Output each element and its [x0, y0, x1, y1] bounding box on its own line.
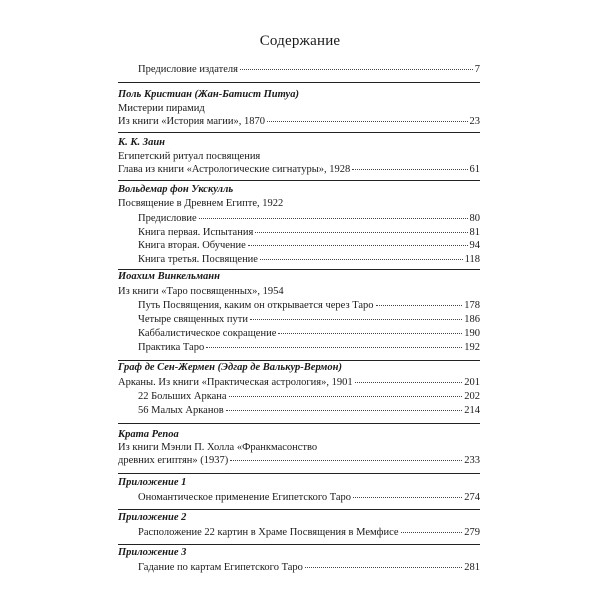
leader-dots — [355, 382, 463, 383]
leader-dots — [230, 460, 462, 461]
entry-label: Предисловие — [138, 213, 197, 224]
entry-label: Практика Таро — [138, 342, 205, 353]
toc-entry — [138, 492, 480, 503]
entry-page: 23 — [469, 116, 480, 127]
section-divider — [118, 82, 480, 83]
toc-entry — [118, 377, 480, 388]
leader-dots — [352, 169, 467, 170]
toc-entry — [138, 342, 480, 353]
toc-entry — [138, 391, 480, 402]
entry-page: 94 — [469, 240, 480, 251]
toc-entry — [138, 227, 480, 238]
entry-page: 178 — [464, 300, 480, 311]
leader-dots — [206, 347, 462, 348]
section-divider — [118, 132, 480, 133]
appendix-heading: Приложение 2 — [118, 512, 187, 523]
toc-entry — [138, 405, 480, 416]
section-author: Граф де Сен-Жермен (Эдгар де Валькур-Вермон) — [118, 362, 342, 373]
entry-label: Арканы. Из книги «Практическая астрология», 1901 — [118, 377, 353, 388]
entry-label: Книга вторая. Обучение — [138, 240, 246, 251]
leader-dots — [278, 333, 462, 334]
entry-label: Ономантическое применение Египетского Таро — [138, 492, 352, 503]
toc-entry — [138, 562, 480, 573]
leader-dots — [305, 567, 462, 568]
entry-label: 56 Малых Арканов — [138, 405, 224, 416]
work-title: Посвящение в Древнем Египте, 1922 — [118, 198, 284, 209]
entry-label: древних египтян» (1937) — [118, 455, 229, 466]
toc-entry — [138, 254, 480, 265]
entry-label: Расположение 22 картин в Храме Посвящения в Мемфисе — [138, 527, 399, 538]
entry-label: Предисловие издателя — [138, 64, 238, 75]
leader-dots — [240, 69, 473, 70]
leader-dots — [255, 232, 467, 233]
entry-page: 202 — [464, 391, 480, 402]
leader-dots — [401, 532, 463, 533]
section-divider — [118, 269, 480, 270]
toc-entry — [138, 213, 480, 224]
section-divider — [118, 423, 480, 424]
section-author: Крата Репоа — [118, 429, 179, 440]
entry-page: 281 — [464, 562, 480, 573]
leader-dots — [250, 319, 462, 320]
section-author: Поль Кристиан (Жан-Батист Питуа) — [118, 89, 299, 100]
entry-label: Гадание по картам Египетского Таро — [138, 562, 303, 573]
entry-page: 81 — [469, 227, 480, 238]
leader-dots — [229, 396, 463, 397]
entry-label: Каббалистическое сокращение — [138, 328, 277, 339]
entry-page: 61 — [469, 164, 480, 175]
toc-entry — [138, 300, 480, 311]
section-author: Вольдемар фон Укскулль — [118, 184, 234, 195]
leader-dots — [260, 259, 463, 260]
toc-entry — [138, 328, 480, 339]
toc-entry — [118, 116, 480, 127]
entry-label: Путь Посвящения, каким он открывается через Таро — [138, 300, 374, 311]
entry-label: Глава из книги «Астрологические сигнатуры», 1928 — [118, 164, 351, 175]
toc-entry — [138, 314, 480, 325]
appendix-heading: Приложение 3 — [118, 547, 187, 558]
entry-label: Книга третья. Посвящение — [138, 254, 258, 265]
toc-entry — [138, 527, 480, 538]
section-divider — [118, 360, 480, 361]
section-divider — [118, 180, 480, 181]
leader-dots — [199, 218, 468, 219]
entry-label: Четыре священных пути — [138, 314, 248, 325]
work-title: Из книги «Таро посвященных», 1954 — [118, 286, 284, 297]
entry-page: 214 — [464, 405, 480, 416]
leader-dots — [267, 121, 467, 122]
entry-page: 201 — [464, 377, 480, 388]
section-divider — [118, 544, 480, 545]
entry-page: 80 — [469, 213, 480, 224]
leader-dots — [248, 245, 468, 246]
entry-label: Книга первая. Испытания — [138, 227, 254, 238]
work-title: Египетский ритуал посвящения — [118, 151, 261, 162]
entry-page: 274 — [464, 492, 480, 503]
section-author: К. К. Заин — [118, 137, 166, 148]
toc-entry-preface — [138, 64, 480, 75]
entry-label: 22 Больших Аркана — [138, 391, 227, 402]
entry-page: 190 — [464, 328, 480, 339]
section-divider — [118, 509, 480, 510]
entry-page: 118 — [464, 254, 480, 265]
toc-entry — [118, 164, 480, 175]
work-title: Из книги Мэнли П. Холла «Франкмасонство — [118, 442, 318, 453]
leader-dots — [353, 497, 462, 498]
leader-dots — [226, 410, 463, 411]
entry-page: 7 — [474, 64, 480, 75]
toc-entry — [138, 240, 480, 251]
entry-label: Из книги «История магии», 1870 — [118, 116, 266, 127]
leader-dots — [376, 305, 463, 306]
toc-entry — [118, 455, 480, 466]
appendix-heading: Приложение 1 — [118, 477, 187, 488]
entry-page: 279 — [464, 527, 480, 538]
entry-page: 233 — [464, 455, 480, 466]
entry-page: 186 — [464, 314, 480, 325]
section-divider — [118, 473, 480, 474]
section-author: Иоахим Винкельманн — [118, 271, 220, 282]
page-title: Содержание — [259, 33, 341, 49]
work-title: Мистерии пирамид — [118, 103, 205, 114]
entry-page: 192 — [464, 342, 480, 353]
